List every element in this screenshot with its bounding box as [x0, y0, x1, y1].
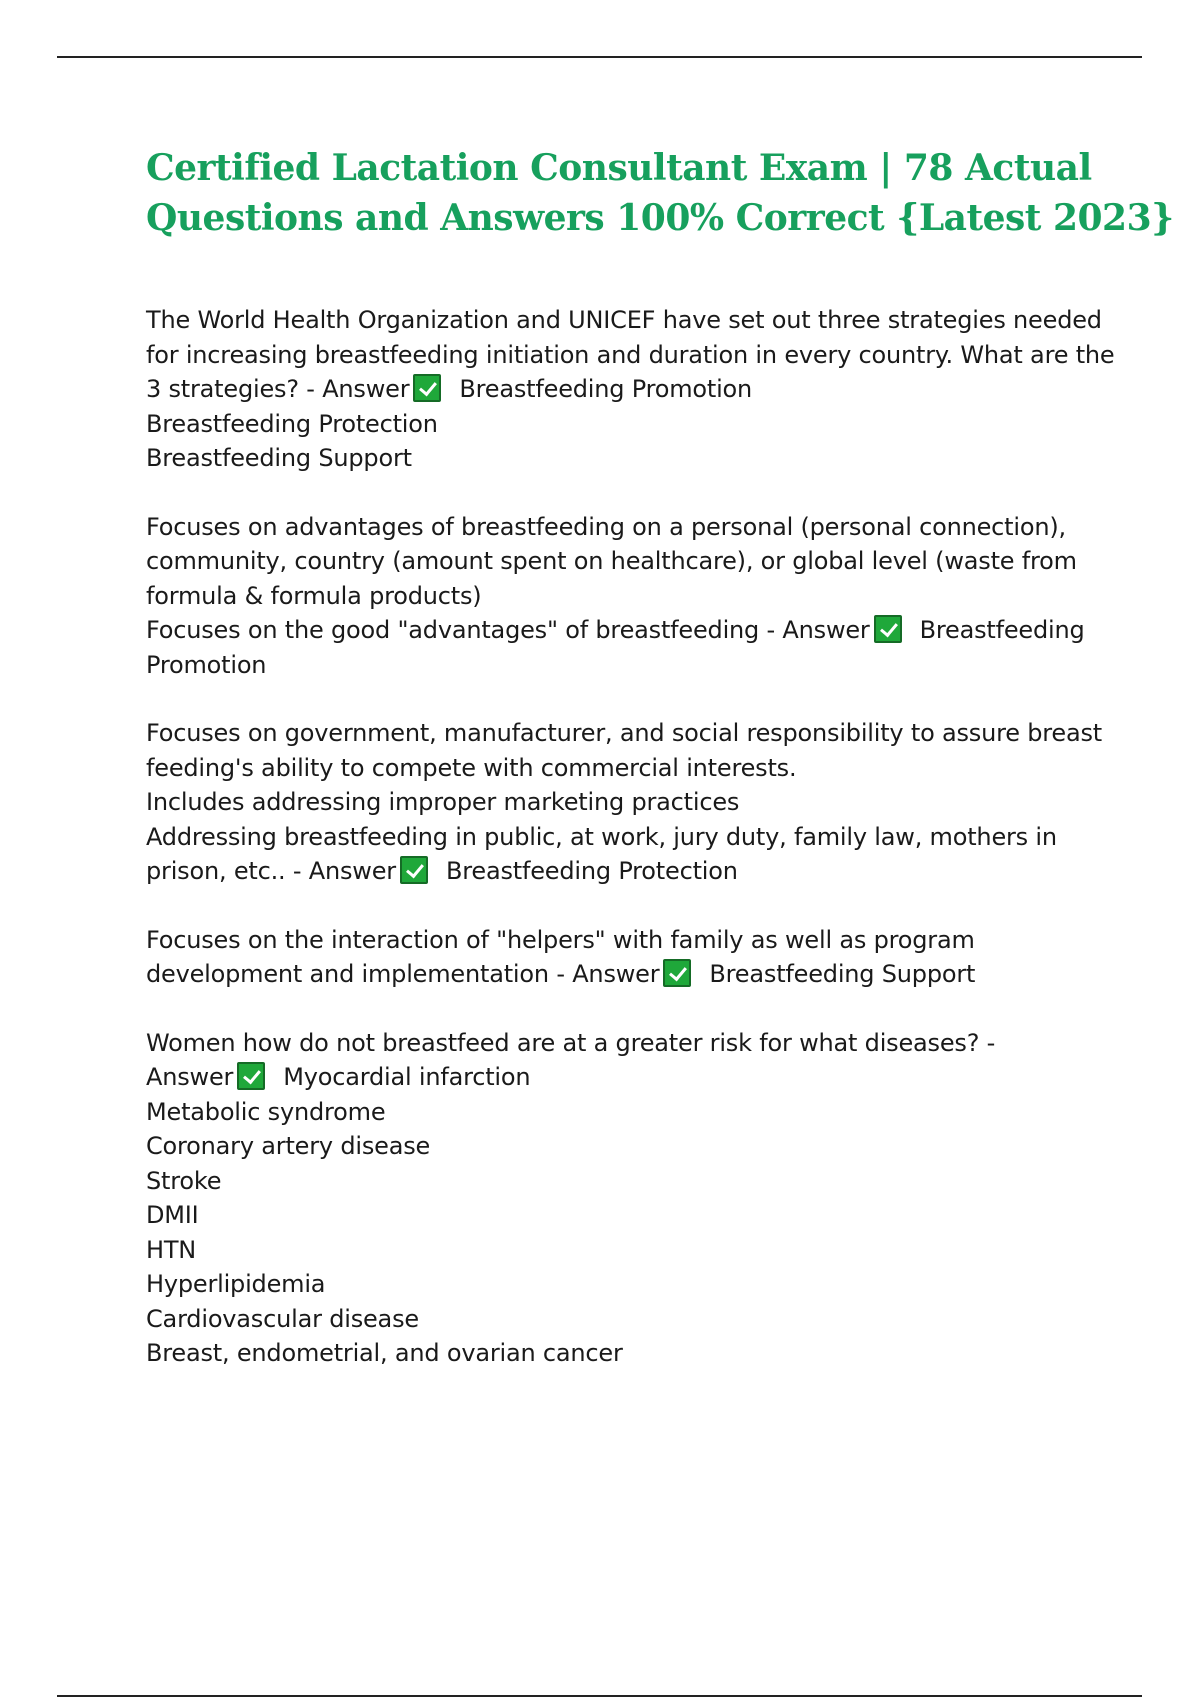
- question-text: The World Health Organization and UNICEF have set out three strategies needed: [146, 306, 1102, 334]
- answer-text: Breastfeeding Protection: [146, 409, 438, 438]
- top-divider: [57, 56, 1142, 58]
- question-text: Focuses on advantages of breastfeeding on a personal (personal connection),: [146, 512, 1066, 541]
- answer-text: Cardiovascular disease: [146, 1304, 419, 1333]
- answer-text: Metabolic syndrome: [146, 1097, 386, 1126]
- question-text: Includes addressing improper marketing practices: [146, 788, 740, 816]
- question-text: development and implementation - Answer: [146, 960, 660, 988]
- question-answer-line: [146, 372, 1091, 407]
- qa-block-promotion: [146, 510, 1091, 683]
- page-title: [146, 143, 1174, 243]
- answer-text: Breastfeeding: [919, 616, 1085, 644]
- question-text: for increasing breastfeeding initiation and duration in every country. What are the: [146, 340, 1115, 369]
- question-text: Focuses on the interaction of "helpers" with family as well as program: [146, 925, 975, 954]
- title-line: Questions and Answers 100% Correct {Latest 2023}: [146, 197, 1174, 239]
- question-text: prison, etc.. - Answer: [146, 857, 396, 885]
- question-text: Focuses on the good "advantages" of breastfeeding - Answer: [146, 616, 870, 644]
- answer-text: HTN: [146, 1235, 197, 1264]
- answer-text: Breastfeeding Promotion: [459, 375, 753, 403]
- question-text: Focuses on government, manufacturer, and social responsibility to assure breast: [146, 719, 1103, 747]
- answer-text: Breastfeeding Protection: [445, 857, 738, 885]
- check-mark-icon: [413, 374, 441, 402]
- qa-block-strategies: [146, 303, 1115, 476]
- question-answer-line: [146, 854, 1091, 889]
- check-mark-icon: [237, 1062, 265, 1090]
- answer-text: DMII: [146, 1201, 199, 1229]
- check-mark-icon: [663, 959, 691, 987]
- document-body: [146, 143, 1174, 1405]
- answer-text: Hyperlipidemia: [146, 1270, 326, 1298]
- question-text: community, country (amount spent on healthcare), or global level (waste from: [146, 547, 1077, 575]
- question-answer-line: [146, 1060, 1091, 1095]
- qa-block-diseases: [146, 1026, 1091, 1371]
- question-answer-line: [146, 613, 1091, 648]
- question-answer-line: [146, 957, 1091, 992]
- answer-text: Breastfeeding Support: [709, 960, 976, 988]
- answer-text: Coronary artery disease: [146, 1132, 431, 1160]
- question-text: Addressing breastfeeding in public, at work, jury duty, family law, mothers in: [146, 822, 1057, 851]
- check-mark-icon: [400, 856, 428, 884]
- question-text: feeding's ability to compete with commercial interests.: [146, 753, 797, 782]
- title-line: Certified Lactation Consultant Exam | 78 Actual: [146, 147, 1092, 189]
- answer-text: Breastfeeding Support: [146, 444, 412, 472]
- question-text: formula & formula products): [146, 581, 482, 610]
- bottom-divider: [57, 1695, 1142, 1697]
- question-text: Answer: [146, 1063, 234, 1091]
- answer-text: Promotion: [146, 650, 267, 679]
- qa-block-protection: [146, 716, 1103, 889]
- question-text: Women how do not breastfeed are at a greater risk for what diseases? -: [146, 1028, 996, 1057]
- check-mark-icon: [874, 615, 902, 643]
- answer-text: Stroke: [146, 1166, 222, 1195]
- question-text: 3 strategies? - Answer: [146, 375, 410, 403]
- answer-text: Myocardial infarction: [283, 1063, 531, 1091]
- answer-text: Breast, endometrial, and ovarian cancer: [146, 1339, 623, 1367]
- qa-block-support: [146, 923, 1091, 992]
